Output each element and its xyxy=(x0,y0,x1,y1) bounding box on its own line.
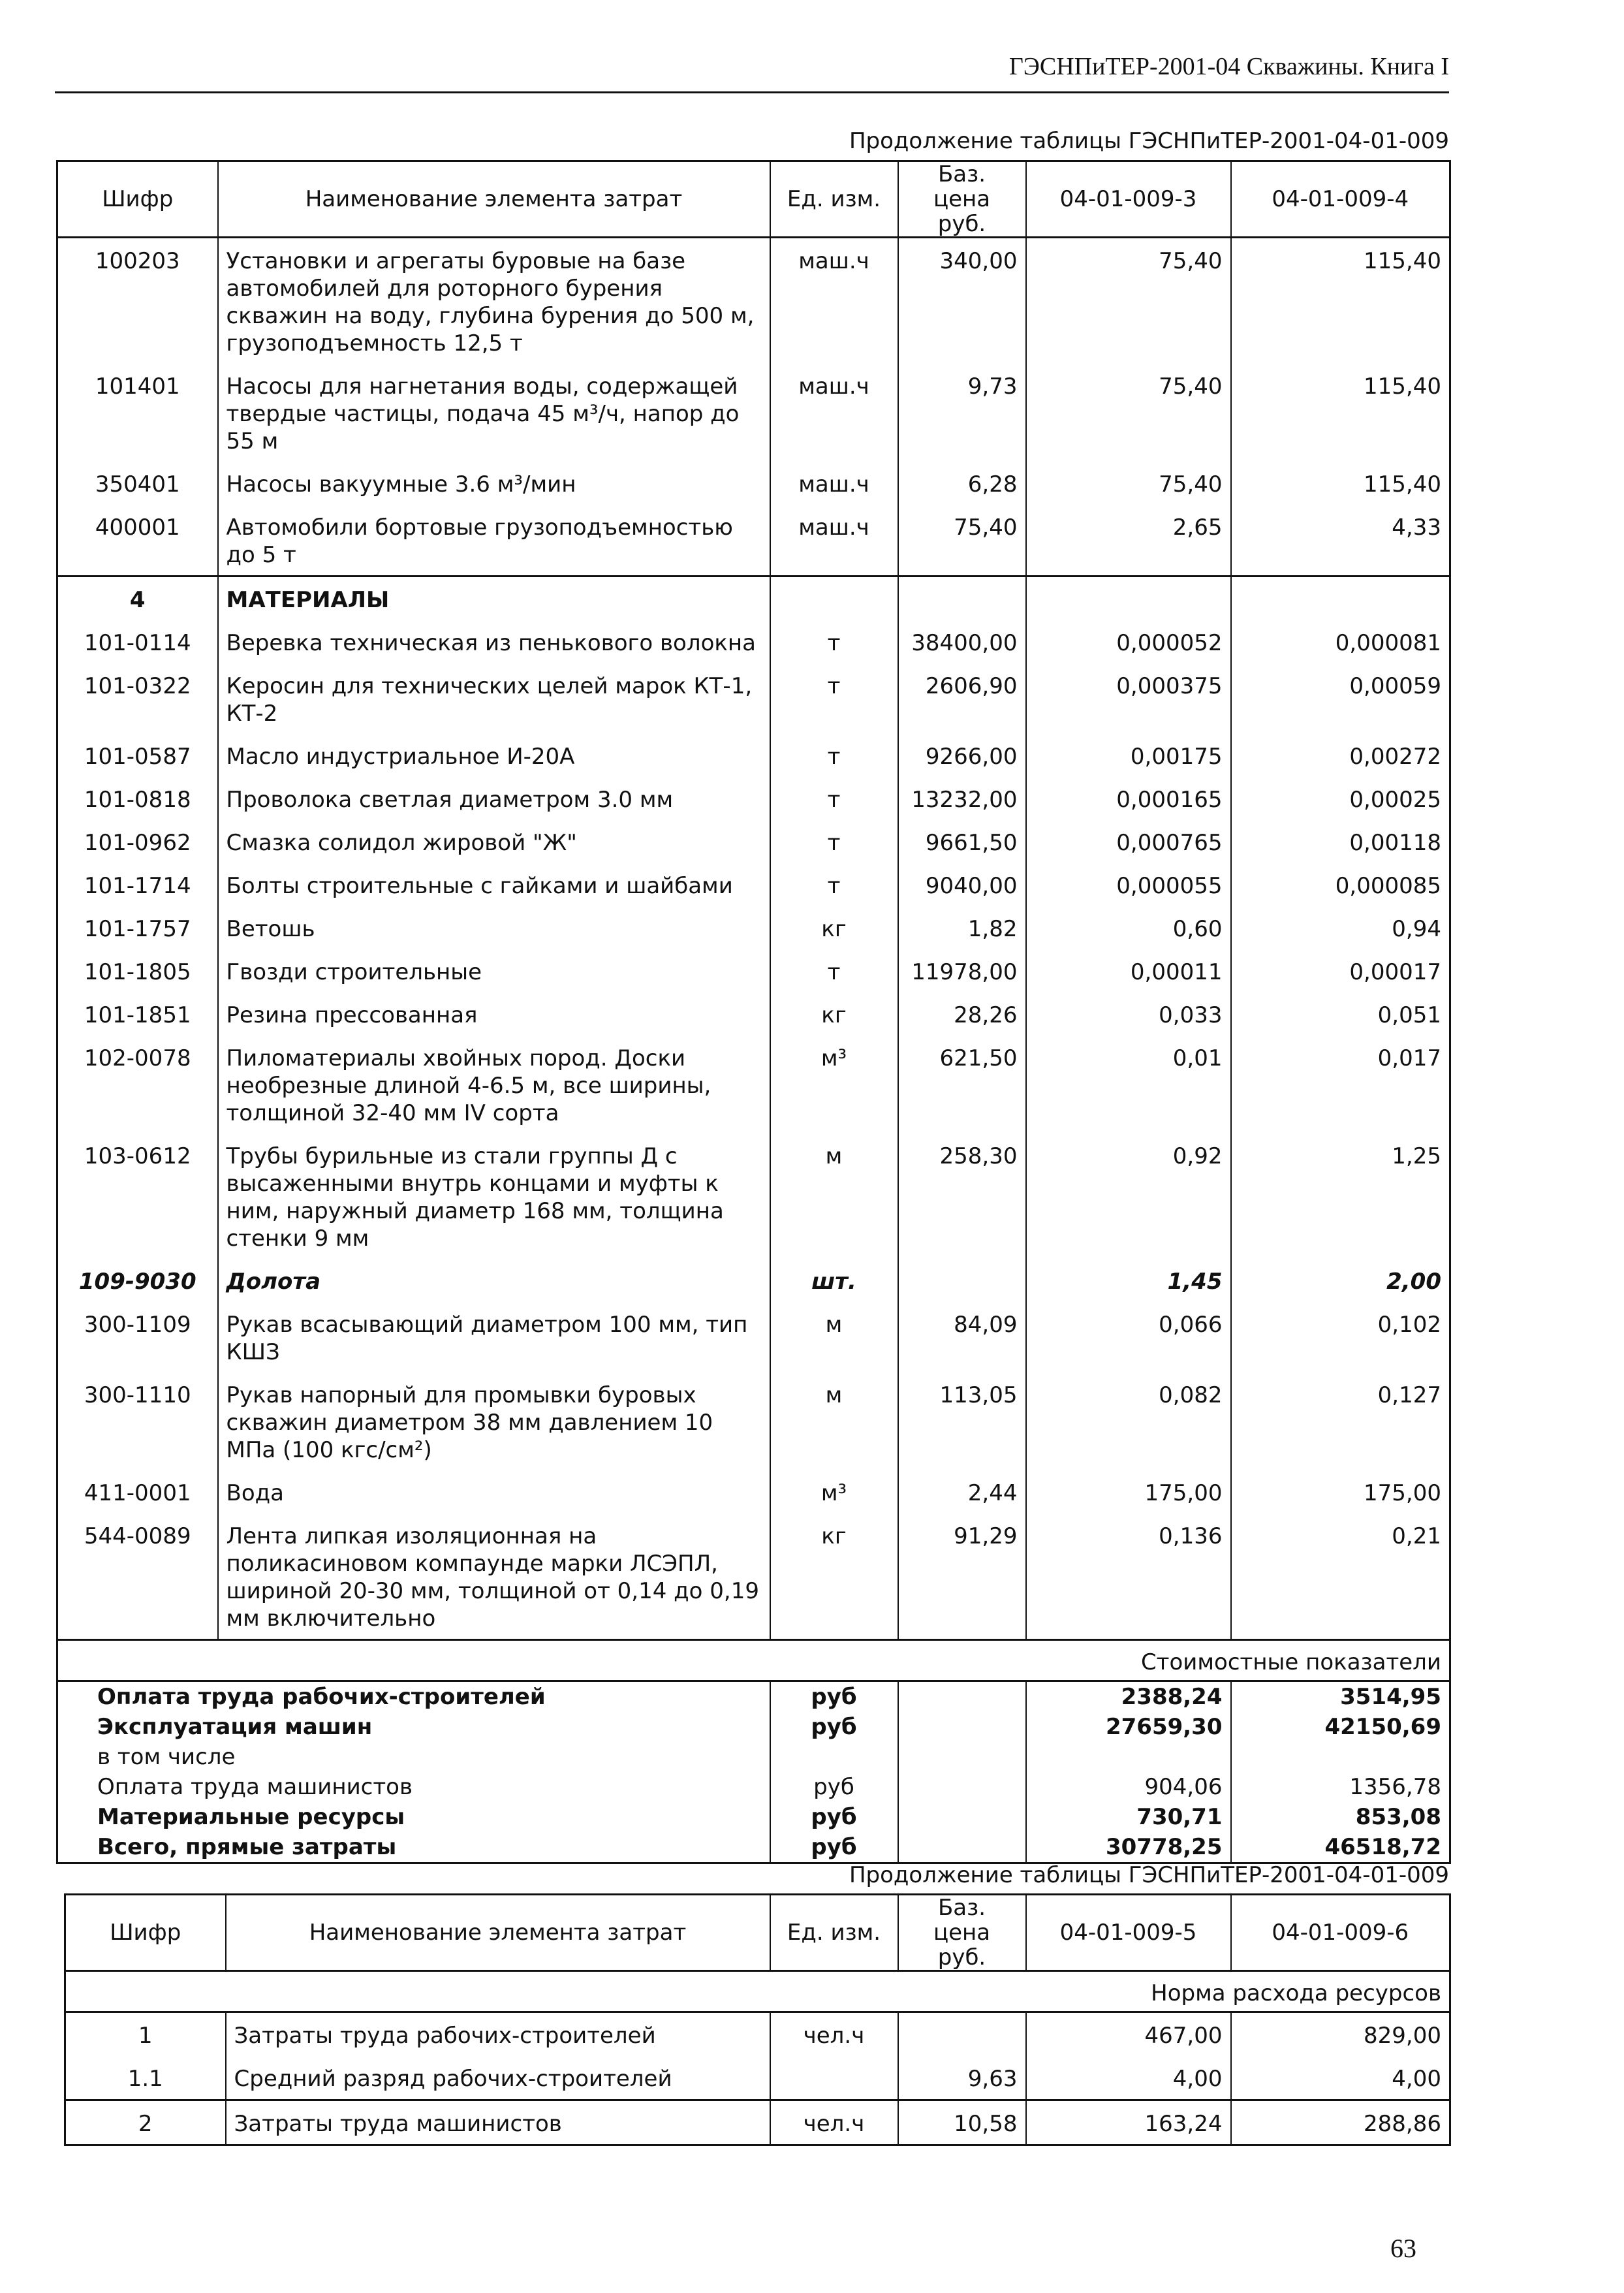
col-header-code-6: 04-01-009-6 xyxy=(1231,1895,1450,1971)
row-value-1: 0,000165 xyxy=(1026,777,1231,820)
summary-unit: руб xyxy=(770,1681,898,1713)
row-price: 9266,00 xyxy=(898,734,1026,777)
summary-value-2: 1356,78 xyxy=(1349,1774,1441,1800)
row-price: 258,30 xyxy=(898,1133,1026,1259)
row-unit xyxy=(770,2056,898,2100)
row-price: 113,05 xyxy=(898,1372,1026,1470)
table-row xyxy=(57,1470,1450,1513)
row-value-1: 75,40 xyxy=(1026,462,1231,505)
summary-row xyxy=(57,1772,1450,1802)
row-price: 9,73 xyxy=(898,364,1026,462)
row-code: 101-0962 xyxy=(57,820,218,863)
table-row xyxy=(65,2012,1450,2057)
row-price: 28,26 xyxy=(898,992,1026,1036)
row-value-1: 163,24 xyxy=(1026,2100,1231,2145)
row-value-2: 175,00 xyxy=(1364,1480,1441,1506)
header-rule xyxy=(55,91,1449,93)
row-unit: чел.ч xyxy=(770,2100,898,2145)
row-unit: т xyxy=(770,734,898,777)
row-code: 101-0322 xyxy=(57,663,218,734)
row-code: 300-1110 xyxy=(57,1372,218,1470)
row-unit: м xyxy=(770,1302,898,1372)
row-value-2: 0,00272 xyxy=(1349,744,1441,770)
row-name: Пиломатериалы хвойных пород. Доски необрезные длиной 4-6.5 м, все ширины, толщиной 32-40 мм IV сорта xyxy=(218,1036,770,1133)
row-code: 101401 xyxy=(57,364,218,462)
row-code: 300-1109 xyxy=(57,1302,218,1372)
row-unit: м xyxy=(770,1372,898,1470)
row-name: Насосы для нагнетания воды, содержащей твердые частицы, подача 45 м³/ч, напор до 55 м xyxy=(218,364,770,462)
col-header-unit: Ед. изм. xyxy=(770,1895,898,1971)
col-header-code-4: 04-01-009-4 xyxy=(1231,161,1450,238)
row-value-1: 0,000052 xyxy=(1026,620,1231,663)
row-value-2: 829,00 xyxy=(1364,2023,1441,2049)
row-price: 13232,00 xyxy=(898,777,1026,820)
summary-price xyxy=(898,1742,1026,1772)
summary-row xyxy=(57,1832,1450,1863)
col-header-code: Шифр xyxy=(57,161,218,238)
row-value-2: 2,00 xyxy=(1386,1269,1441,1295)
row-value-2: 288,86 xyxy=(1231,2100,1450,2145)
summary-unit: руб xyxy=(770,1712,898,1742)
row-price xyxy=(898,2012,1026,2057)
table-row xyxy=(57,777,1450,820)
resource-table-1 xyxy=(56,160,1451,1864)
table-row xyxy=(57,906,1450,949)
row-name: Затраты труда рабочих-строителей xyxy=(226,2012,770,2057)
row-unit: маш.ч xyxy=(770,462,898,505)
section-code: 4 xyxy=(57,577,218,621)
row-price: 9,63 xyxy=(898,2056,1026,2100)
row-unit: чел.ч xyxy=(770,2012,898,2057)
row-name: Гвозди строительные xyxy=(218,949,770,992)
row-value-1: 1,45 xyxy=(1026,1259,1231,1302)
row-value-2: 0,00017 xyxy=(1349,959,1441,985)
row-value-1: 75,40 xyxy=(1026,364,1231,462)
row-value-1: 0,000055 xyxy=(1026,863,1231,906)
row-price: 2,44 xyxy=(898,1470,1026,1513)
section-title: МАТЕРИАЛЫ xyxy=(218,577,770,621)
row-value-1: 0,00175 xyxy=(1026,734,1231,777)
summary-price xyxy=(898,1712,1026,1742)
table1-header-row xyxy=(57,161,1450,238)
summary-unit xyxy=(770,1742,898,1772)
row-name: Резина прессованная xyxy=(218,992,770,1036)
row-code: 101-1714 xyxy=(57,863,218,906)
summary-row xyxy=(57,1712,1450,1742)
row-value-1: 75,40 xyxy=(1026,238,1231,364)
row-value-2: 0,127 xyxy=(1377,1382,1441,1408)
row-name: Веревка техническая из пенькового волокна xyxy=(218,620,770,663)
row-code: 109-9030 xyxy=(57,1259,218,1302)
table-row xyxy=(57,505,1450,577)
summary-label: Материальные ресурсы xyxy=(97,1804,405,1830)
summary-label: Оплата труда рабочих-строителей xyxy=(97,1684,546,1710)
summary-unit: руб xyxy=(770,1772,898,1802)
row-value-2: 115,40 xyxy=(1364,373,1441,400)
summary-value-1: 730,71 xyxy=(1026,1802,1231,1832)
row-code: 101-0818 xyxy=(57,777,218,820)
summary-value-1: 30778,25 xyxy=(1026,1832,1231,1863)
row-unit: шт. xyxy=(770,1259,898,1302)
row-value-2: 0,102 xyxy=(1377,1312,1441,1338)
row-name: Рукав напорный для промывки буровых скважин диаметром 38 мм давлением 10 МПа (100 кгс/см²) xyxy=(218,1372,770,1470)
row-price: 38400,00 xyxy=(898,620,1026,663)
summary-label: Оплата труда машинистов xyxy=(97,1774,413,1800)
table-row xyxy=(57,1036,1450,1133)
row-value-1: 0,082 xyxy=(1026,1372,1231,1470)
col-header-name: Наименование элемента затрат xyxy=(218,161,770,238)
row-code: 101-1757 xyxy=(57,906,218,949)
row-name: Затраты труда машинистов xyxy=(226,2100,770,2145)
summary-value-1 xyxy=(1026,1742,1231,1772)
table-row xyxy=(57,1302,1450,1372)
row-price: 91,29 xyxy=(898,1513,1026,1640)
summary-value-2: 853,08 xyxy=(1355,1804,1441,1830)
row-code: 101-0587 xyxy=(57,734,218,777)
summary-row xyxy=(57,1802,1450,1832)
row-value-1: 0,000375 xyxy=(1026,663,1231,734)
table-row xyxy=(57,1372,1450,1470)
table-row xyxy=(57,863,1450,906)
row-value-1: 0,60 xyxy=(1026,906,1231,949)
row-name: Проволока светлая диаметром 3.0 мм xyxy=(218,777,770,820)
row-code: 2 xyxy=(65,2100,226,2145)
row-unit: маш.ч xyxy=(770,364,898,462)
row-value-1: 0,136 xyxy=(1026,1513,1231,1640)
row-name: Болты строительные с гайками и шайбами xyxy=(218,863,770,906)
table-row xyxy=(57,238,1450,364)
row-code: 102-0078 xyxy=(57,1036,218,1133)
row-code: 400001 xyxy=(57,505,218,577)
table-row xyxy=(57,734,1450,777)
row-unit: маш.ч xyxy=(770,238,898,364)
summary-value-2: 46518,72 xyxy=(1324,1834,1441,1860)
row-unit: маш.ч xyxy=(770,505,898,577)
row-name: Вода xyxy=(218,1470,770,1513)
table-row xyxy=(65,2100,1450,2145)
row-unit: кг xyxy=(770,992,898,1036)
col-header-code-5: 04-01-009-5 xyxy=(1026,1895,1231,1971)
summary-row xyxy=(57,1742,1450,1772)
row-value-1: 2,65 xyxy=(1026,505,1231,577)
summary-row xyxy=(57,1681,1450,1713)
summary-label: в том числе xyxy=(97,1744,236,1770)
section-label: Норма расхода ресурсов xyxy=(65,1971,1450,2012)
row-value-2: 0,017 xyxy=(1377,1045,1441,1071)
row-unit: т xyxy=(770,777,898,820)
summary-price xyxy=(898,1681,1026,1713)
row-price: 1,82 xyxy=(898,906,1026,949)
row-unit: т xyxy=(770,949,898,992)
table-row xyxy=(57,620,1450,663)
row-price: 9661,50 xyxy=(898,820,1026,863)
row-value-2: 0,000081 xyxy=(1335,630,1441,656)
table-row xyxy=(57,1133,1450,1259)
row-value-2: 115,40 xyxy=(1364,471,1441,498)
summary-unit: руб xyxy=(770,1802,898,1832)
table-row xyxy=(57,462,1450,505)
table-row-drill-bits xyxy=(57,1259,1450,1302)
row-value-1: 0,01 xyxy=(1026,1036,1231,1133)
section-label: Стоимостные показатели xyxy=(57,1640,1450,1681)
row-unit: т xyxy=(770,620,898,663)
row-name: Лента липкая изоляционная на поликасиновом компаунде марки ЛСЭПЛ, шириной 20-30 мм, толщиной от 0,14 до 0,19 мм включительно xyxy=(218,1513,770,1640)
row-value-2 xyxy=(1231,577,1450,621)
summary-price xyxy=(898,1772,1026,1802)
row-unit: м³ xyxy=(770,1036,898,1133)
row-price: 11978,00 xyxy=(898,949,1026,992)
row-unit: м xyxy=(770,1133,898,1259)
row-value-1: 467,00 xyxy=(1026,2012,1231,2057)
table-row xyxy=(57,663,1450,734)
row-value-2: 0,00118 xyxy=(1349,830,1441,856)
col-header-unit: Ед. изм. xyxy=(770,161,898,238)
row-value-1: 0,92 xyxy=(1026,1133,1231,1259)
resource-table-2 xyxy=(64,1893,1451,2146)
col-header-code: Шифр xyxy=(65,1895,226,1971)
table2-caption: Продолжение таблицы ГЭСНПиТЕР-2001-04-01-009 xyxy=(849,1862,1449,1888)
row-price: 340,00 xyxy=(898,238,1026,364)
row-value-2: 4,00 xyxy=(1392,2066,1441,2092)
row-value-2: 0,00025 xyxy=(1349,787,1441,813)
row-value-2: 0,00059 xyxy=(1349,673,1441,699)
summary-value-1: 904,06 xyxy=(1026,1772,1231,1802)
row-name: Ветошь xyxy=(218,906,770,949)
row-code: 544-0089 xyxy=(57,1513,218,1640)
row-price: 10,58 xyxy=(898,2100,1026,2145)
table-row xyxy=(65,2056,1450,2100)
row-price: 9040,00 xyxy=(898,863,1026,906)
row-price: 75,40 xyxy=(898,505,1026,577)
row-unit: кг xyxy=(770,906,898,949)
row-name: Рукав всасывающий диаметром 100 мм, тип КШЗ xyxy=(218,1302,770,1372)
running-header: ГЭСНПиТЕР-2001-04 Скважины. Книга I xyxy=(1008,53,1449,80)
row-unit: кг xyxy=(770,1513,898,1640)
row-value-1: 0,066 xyxy=(1026,1302,1231,1372)
row-code: 101-1851 xyxy=(57,992,218,1036)
row-code: 350401 xyxy=(57,462,218,505)
row-price xyxy=(898,577,1026,621)
col-header-price: Баз. цена руб. xyxy=(898,161,1026,238)
table-row xyxy=(57,364,1450,462)
row-name: Трубы бурильные из стали группы Д с высаженными внутрь концами и муфты к ним, наружный диаметр 168 мм, толщина стенки 9 мм xyxy=(218,1133,770,1259)
page-number: 63 xyxy=(1390,2234,1416,2263)
table-row xyxy=(57,820,1450,863)
row-price: 6,28 xyxy=(898,462,1026,505)
row-name: Насосы вакуумные 3.6 м³/мин xyxy=(218,462,770,505)
table1-caption: Продолжение таблицы ГЭСНПиТЕР-2001-04-01-009 xyxy=(849,128,1449,154)
row-value-1: 4,00 xyxy=(1026,2056,1231,2100)
summary-label: Всего, прямые затраты xyxy=(97,1834,397,1860)
section-row-cost-indicators xyxy=(57,1640,1450,1681)
summary-label: Эксплуатация машин xyxy=(97,1714,373,1740)
row-value-1: 0,00011 xyxy=(1026,949,1231,992)
table-row xyxy=(57,949,1450,992)
row-price: 84,09 xyxy=(898,1302,1026,1372)
summary-unit: руб xyxy=(770,1832,898,1863)
row-code: 1 xyxy=(65,2012,226,2057)
row-price xyxy=(898,1259,1026,1302)
col-header-code-3: 04-01-009-3 xyxy=(1026,161,1231,238)
row-unit xyxy=(770,577,898,621)
row-value-1: 0,000765 xyxy=(1026,820,1231,863)
row-value-1: 0,033 xyxy=(1026,992,1231,1036)
section-row-consumption-norm xyxy=(65,1971,1450,2012)
summary-value-1: 2388,24 xyxy=(1026,1681,1231,1713)
row-name: Масло индустриальное И-20А xyxy=(218,734,770,777)
col-header-price: Баз. цена руб. xyxy=(898,1895,1026,1971)
row-value-2: 1,25 xyxy=(1392,1143,1441,1169)
row-name: Долота xyxy=(218,1259,770,1302)
table-row xyxy=(57,992,1450,1036)
row-unit: т xyxy=(770,820,898,863)
row-value-2: 0,051 xyxy=(1377,1002,1441,1028)
row-name: Установки и агрегаты буровые на базе автомобилей для роторного бурения скважин на воду, глубина бурения до 500 м, грузоподъемность 12,5 т xyxy=(218,238,770,364)
table2-header-row xyxy=(65,1895,1450,1971)
row-code: 101-0114 xyxy=(57,620,218,663)
row-unit: т xyxy=(770,663,898,734)
summary-price xyxy=(898,1832,1026,1863)
row-value-2: 4,33 xyxy=(1392,514,1441,541)
row-price: 2606,90 xyxy=(898,663,1026,734)
row-name: Автомобили бортовые грузоподъемностью до 5 т xyxy=(218,505,770,577)
row-name: Средний разряд рабочих-строителей xyxy=(226,2056,770,2100)
row-unit: т xyxy=(770,863,898,906)
summary-value-1: 27659,30 xyxy=(1026,1712,1231,1742)
summary-value-2: 3514,95 xyxy=(1340,1684,1441,1710)
row-code: 100203 xyxy=(57,238,218,364)
table-row xyxy=(57,1513,1450,1640)
row-code: 411-0001 xyxy=(57,1470,218,1513)
row-value-2: 0,000085 xyxy=(1335,873,1441,899)
row-value-2: 0,21 xyxy=(1392,1523,1441,1549)
row-code: 101-1805 xyxy=(57,949,218,992)
row-value-1: 175,00 xyxy=(1026,1470,1231,1513)
row-value-1 xyxy=(1026,577,1231,621)
row-unit: м³ xyxy=(770,1470,898,1513)
row-name: Смазка солидол жировой "Ж" xyxy=(218,820,770,863)
summary-value-2: 42150,69 xyxy=(1324,1714,1441,1740)
row-code: 1.1 xyxy=(65,2056,226,2100)
col-header-name: Наименование элемента затрат xyxy=(226,1895,770,1971)
row-name: Керосин для технических целей марок КТ-1, КТ-2 xyxy=(218,663,770,734)
row-code: 103-0612 xyxy=(57,1133,218,1259)
summary-price xyxy=(898,1802,1026,1832)
section-row-materials xyxy=(57,577,1450,621)
row-price: 621,50 xyxy=(898,1036,1026,1133)
row-value-2: 115,40 xyxy=(1364,248,1441,274)
row-value-2: 0,94 xyxy=(1392,916,1441,942)
summary-value-2 xyxy=(1231,1742,1450,1772)
